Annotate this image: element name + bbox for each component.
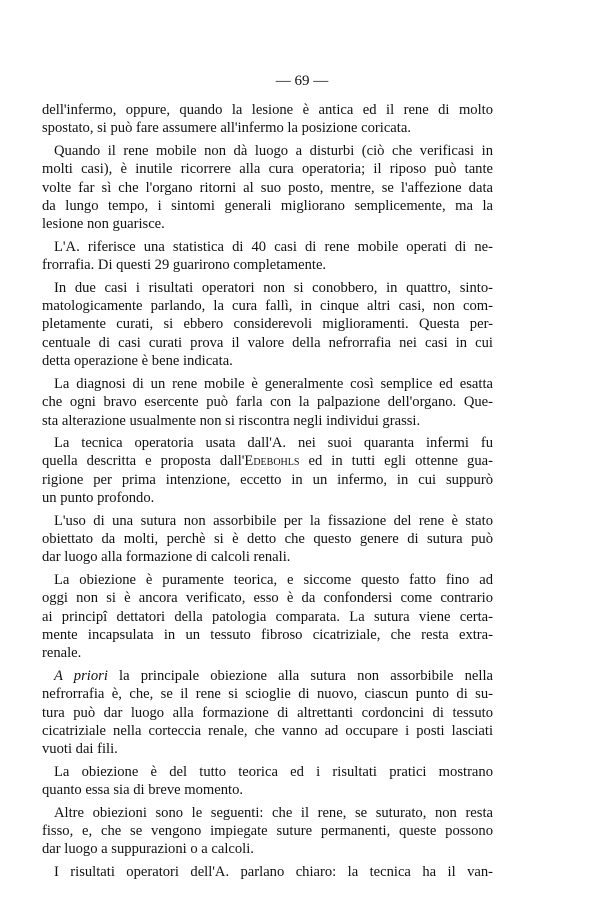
text-segment: ed in tutti egli ottenne gua- bbox=[299, 453, 493, 470]
text-line: dar luogo alla formazione di calcoli renali. bbox=[42, 549, 291, 566]
text-line: un punto profondo. bbox=[42, 490, 155, 507]
text-line: ai principî dettatori della patologia comparata. La sutura viene certa- bbox=[42, 608, 493, 625]
text-line bbox=[42, 452, 493, 470]
text-line: matologicamente parlando, la cura fallì, in cinque altri casi, non com- bbox=[42, 298, 493, 315]
text-line: mente incapsulata in un tessuto fibroso cicatriziale, che resta extra- bbox=[42, 626, 493, 643]
page-number: — 69 — bbox=[275, 73, 329, 89]
text-line: quanto essa sia di breve momento. bbox=[42, 782, 244, 799]
text-line: volte far sì che l'organo ritorni al suo posto, mentre, se l'affezione data bbox=[42, 179, 493, 196]
text-line: La tecnica operatoria usata dall'A. nei suoi quaranta infermi fu bbox=[54, 434, 493, 451]
text-line: centuale di casi curati prova il valore della nefrorrafia nei casi in cui bbox=[42, 334, 493, 351]
text-line: obiettato da molti, perchè si è detto che questo genere di sutura può bbox=[42, 530, 493, 547]
text-line: dar luogo a suppurazioni o a calcoli. bbox=[42, 841, 254, 858]
text-line: dell'infermo, oppure, quando la lesione è antica ed il rene di molto bbox=[42, 102, 493, 118]
text-line: L'A. riferisce una statistica di 40 casi di rene mobile operati di ne- bbox=[54, 238, 493, 255]
text-line: spostato, si può fare assumere all'infermo la posizione coricata. bbox=[42, 120, 411, 137]
text-line: nefrorrafia è, che, se il rene si scioglie di nuovo, ciascun punto di su- bbox=[42, 686, 493, 703]
text-segment: la principale obiezione alla sutura non assorbibile nella bbox=[107, 667, 493, 684]
text-line: vuoti dai fili. bbox=[42, 741, 118, 758]
text-line: renale. bbox=[42, 645, 82, 662]
text-line: frorrafia. Di questi 29 guarirono completamente. bbox=[42, 257, 327, 274]
italic-phrase: A priori bbox=[54, 667, 108, 684]
text-line: tura può dar luogo alla formazione di altrettanti cordoncini di tessuto bbox=[42, 704, 493, 721]
author-name: Edebohls bbox=[244, 453, 300, 470]
text-line: oggi non si è ancora verificato, esso è da confondersi come contrario bbox=[42, 590, 493, 607]
text-line: sta alterazione usualmente non si riscontra negli individui grassi. bbox=[42, 412, 421, 429]
body-text bbox=[42, 101, 493, 881]
text-line: che ogni bravo esercente può farla con la palpazione dell'organo. Que- bbox=[42, 394, 493, 411]
text-line: cicatriziale nella corteccia renale, che vanno ad occupare i posti lasciati bbox=[42, 723, 493, 739]
text-line: La diagnosi di un rene mobile è generalmente così semplice ed esatta bbox=[54, 375, 493, 392]
text-line: da lungo tempo, i sintomi generali migliorano semplicemente, ma la bbox=[42, 198, 493, 215]
text-line: La obiezione è del tutto teorica ed i risultati pratici mostrano bbox=[54, 763, 493, 780]
text-line: In due casi i risultati operatori non si conobbero, in quattro, sinto- bbox=[54, 279, 493, 296]
text-line: I risultati operatori dell'A. parlano chiaro: la tecnica ha il van- bbox=[54, 863, 493, 880]
text-line: Altre obiezioni sono le seguenti: che il rene, se suturato, non resta bbox=[54, 804, 493, 821]
text-line: fisso, e, che se vengono impiegate suture permanenti, queste possono bbox=[42, 823, 493, 840]
text-line: Quando il rene mobile non dà luogo a disturbi (ciò che verificasi in bbox=[54, 142, 493, 159]
text-line: La obiezione è puramente teorica, e siccome questo fatto fino ad bbox=[54, 571, 493, 588]
text-line bbox=[42, 667, 493, 685]
text-line: lesione non guarisce. bbox=[42, 216, 165, 233]
text-line: molti casi), è inutile ricorrere alla cura operatoria; il riposo può tante bbox=[42, 161, 493, 178]
text-segment: quella descritta e proposta dall' bbox=[42, 453, 245, 470]
text-line: rigione per prima intenzione, eccetto in un infermo, in cui suppurò bbox=[42, 471, 493, 488]
text-line: detta operazione è bene indicata. bbox=[42, 353, 233, 370]
text-line: pletamente curati, si ebbero considerevoli miglioramenti. Questa per- bbox=[42, 316, 493, 333]
text-line: L'uso di una sutura non assorbibile per la fissazione del rene è stato bbox=[54, 512, 493, 529]
